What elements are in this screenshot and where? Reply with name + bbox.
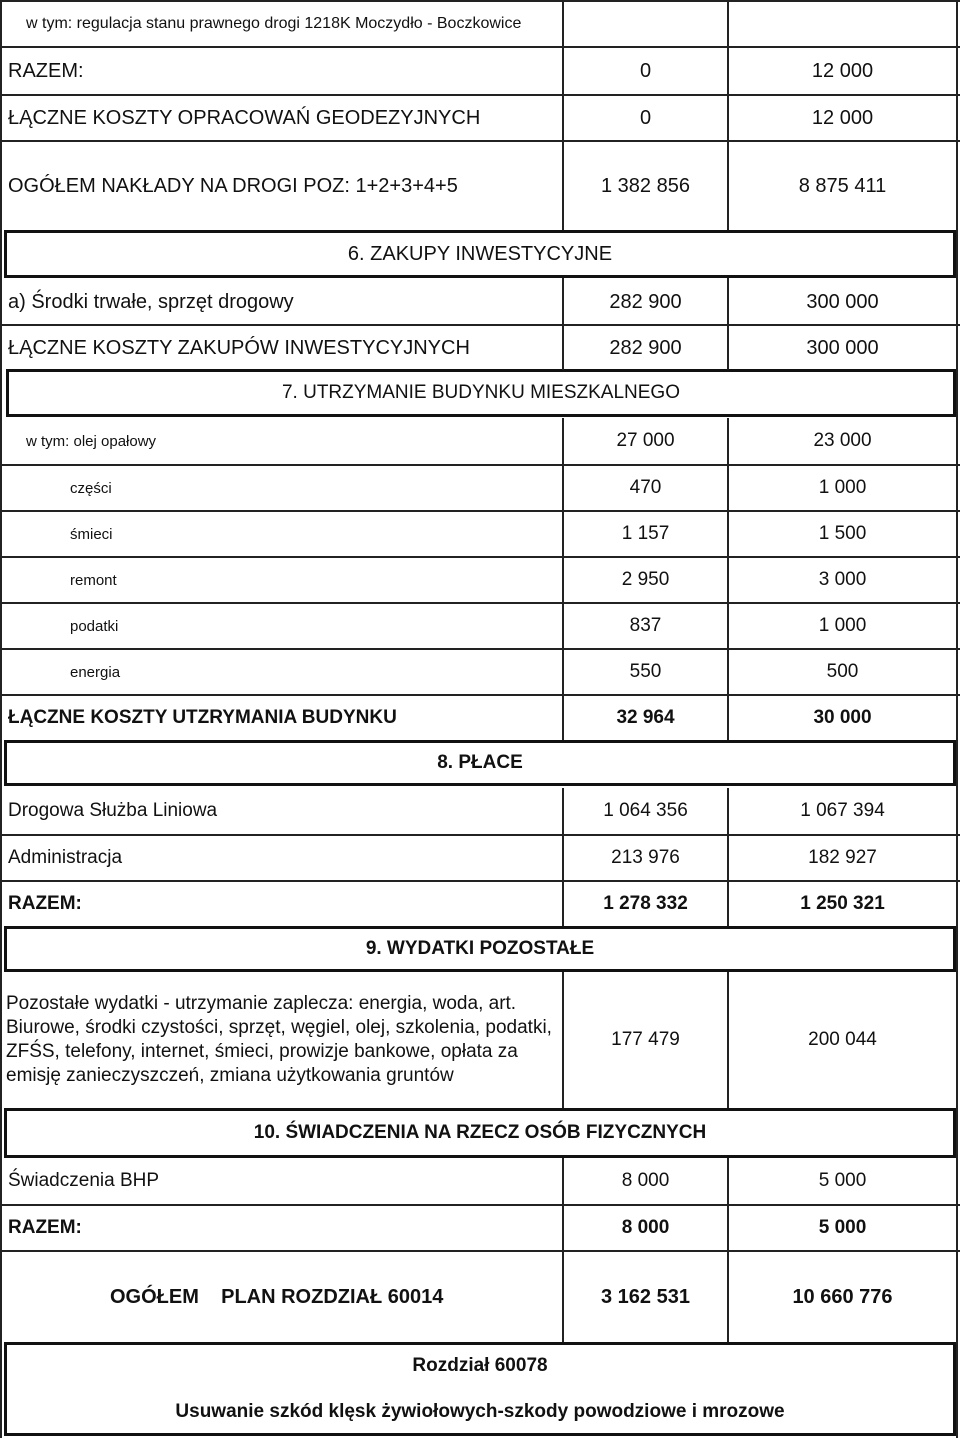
value-col2: 12 000 — [811, 59, 874, 82]
value-col1: 213 976 — [611, 847, 680, 868]
value-col2: 1 000 — [818, 477, 867, 498]
col-divider — [562, 278, 564, 370]
value-col1: 550 — [629, 661, 662, 682]
table-row — [0, 650, 960, 694]
table-row — [0, 974, 960, 1106]
section-title: 7. UTRZYMANIE BUDYNKU MIESZKALNEGO — [281, 382, 680, 403]
value-col1: 3 162 531 — [601, 1285, 690, 1308]
row-label: RAZEM: — [8, 1217, 82, 1238]
row-label: Świadczenia BHP — [8, 1170, 160, 1191]
table-row — [0, 882, 960, 926]
table-row — [0, 326, 960, 370]
col-divider — [562, 1158, 564, 1342]
row-label: remont — [70, 571, 117, 589]
value-col1: 837 — [629, 615, 662, 636]
section-9-header — [4, 926, 956, 972]
table-row — [0, 1158, 960, 1204]
row-label: a) Środki trwałe, sprzęt drogowy — [8, 290, 294, 313]
value-col2: 5 000 — [818, 1217, 867, 1238]
value-col1: 282 900 — [609, 336, 682, 359]
col-divider — [562, 0, 564, 46]
row-label: RAZEM: — [8, 59, 84, 82]
value-col1: 0 — [639, 106, 652, 129]
row-label: w tym: olej opałowy — [26, 432, 157, 450]
row-label: Pozostałe wydatki - utrzymanie zaplecza: energia, woda, art. Biurowe, środki czystości, sprzęt, węgiel, olej, szkolenia, podatki, ZFŚS, telefony, internet, śmieci, prowizje bankowe, opłata za emisję zanieczyszczeń, zmiana użytkowania gruntów — [6, 993, 552, 1086]
row-label: ŁĄCZNE KOSZTY OPRACOWAŃ GEODEZYJNYCH — [8, 106, 481, 129]
top-note: w tym: regulacja stanu prawnego drogi 1218K Moczydło - Boczkowice — [26, 15, 522, 32]
table-row — [0, 1206, 960, 1250]
value-col2: 12 000 — [811, 106, 874, 129]
table-row — [0, 1252, 960, 1342]
value-col2: 5 000 — [818, 1170, 867, 1191]
section-10-header — [4, 1108, 956, 1158]
section-7-header — [6, 369, 956, 417]
col-divider — [562, 46, 564, 230]
table-row — [0, 142, 960, 230]
value-col1: 27 000 — [616, 430, 675, 451]
value-col2: 1 067 394 — [800, 800, 885, 821]
table-row — [0, 604, 960, 648]
value-col2: 300 000 — [806, 290, 879, 313]
row-label: śmieci — [70, 525, 113, 543]
col-divider — [562, 972, 564, 1108]
table-row — [0, 96, 960, 140]
col-divider — [562, 788, 564, 926]
col-divider — [562, 418, 564, 740]
col-divider — [727, 788, 729, 926]
value-col1: 1 064 356 — [603, 800, 688, 821]
rozdzial-subtitle: Usuwanie szkód klęsk żywiołowych-szkody powodziowe i mrozowe — [175, 1401, 785, 1422]
value-col1: 8 000 — [621, 1217, 670, 1238]
row-label: ŁĄCZNE KOSZTY UTZRYMANIA BUDYNKU — [8, 707, 397, 728]
section-title: 6. ZAKUPY INWESTYCYJNE — [347, 242, 613, 265]
table-row — [0, 418, 960, 464]
col-divider — [727, 1158, 729, 1342]
section-title: 8. PŁACE — [437, 752, 523, 773]
table-row — [0, 48, 960, 94]
section-8-header — [4, 740, 956, 786]
value-col2: 200 044 — [808, 1029, 877, 1050]
row-label: OGÓŁEM NAKŁADY NA DROGI POZ: 1+2+3+4+5 — [8, 174, 458, 197]
row-label: Drogowa Służba Liniowa — [8, 800, 218, 821]
row-label: RAZEM: — [8, 893, 82, 914]
value-col1: 2 950 — [621, 569, 670, 590]
row-label: Administracja — [8, 847, 123, 868]
value-col1: 1 157 — [621, 523, 670, 544]
section-6-header — [4, 230, 956, 278]
value-col2: 8 875 411 — [798, 174, 887, 197]
value-col2: 300 000 — [806, 336, 879, 359]
value-col2: 10 660 776 — [792, 1285, 893, 1308]
value-col1: 470 — [629, 477, 662, 498]
section-title: 9. WYDATKI POZOSTAŁE — [365, 938, 595, 959]
row-label: podatki — [70, 617, 119, 635]
table-row — [0, 2, 960, 46]
value-col1: 32 964 — [616, 707, 675, 728]
value-col2: 30 000 — [813, 707, 872, 728]
table-row — [0, 788, 960, 834]
col-divider — [727, 418, 729, 740]
row-label: części — [70, 479, 112, 497]
col-divider — [727, 46, 729, 230]
plan-label: OGÓŁEM PLAN ROZDZIAŁ 60014 — [110, 1285, 444, 1308]
col-divider — [727, 278, 729, 370]
table-row — [0, 466, 960, 510]
col-divider — [727, 972, 729, 1108]
table-row — [0, 558, 960, 602]
table-row — [0, 696, 960, 740]
value-col2: 1 000 — [818, 615, 867, 636]
value-col1: 1 382 856 — [601, 174, 690, 197]
value-col2: 3 000 — [818, 569, 867, 590]
value-col2: 500 — [826, 661, 859, 682]
table-row — [0, 512, 960, 556]
value-col1: 8 000 — [621, 1170, 670, 1191]
table-row — [0, 280, 960, 324]
rozdzial-title: Rozdział 60078 — [412, 1355, 548, 1376]
value-col2: 1 500 — [818, 523, 867, 544]
value-col2: 1 250 321 — [800, 893, 885, 914]
col-divider — [727, 0, 729, 46]
value-col1: 1 278 332 — [603, 893, 688, 914]
value-col2: 182 927 — [808, 847, 877, 868]
row-label: ŁĄCZNE KOSZTY ZAKUPÓW INWESTYCYJNYCH — [8, 336, 470, 359]
value-col1: 282 900 — [609, 290, 682, 313]
value-col1: 177 479 — [611, 1029, 680, 1050]
value-col1: 0 — [639, 59, 652, 82]
rozdzial-header — [4, 1342, 956, 1436]
value-col2: 23 000 — [813, 430, 872, 451]
row-label: energia — [70, 663, 121, 681]
section-title: 10. ŚWIADCZENIA NA RZECZ OSÓB FIZYCZNYCH — [253, 1122, 707, 1143]
table-row — [0, 836, 960, 880]
